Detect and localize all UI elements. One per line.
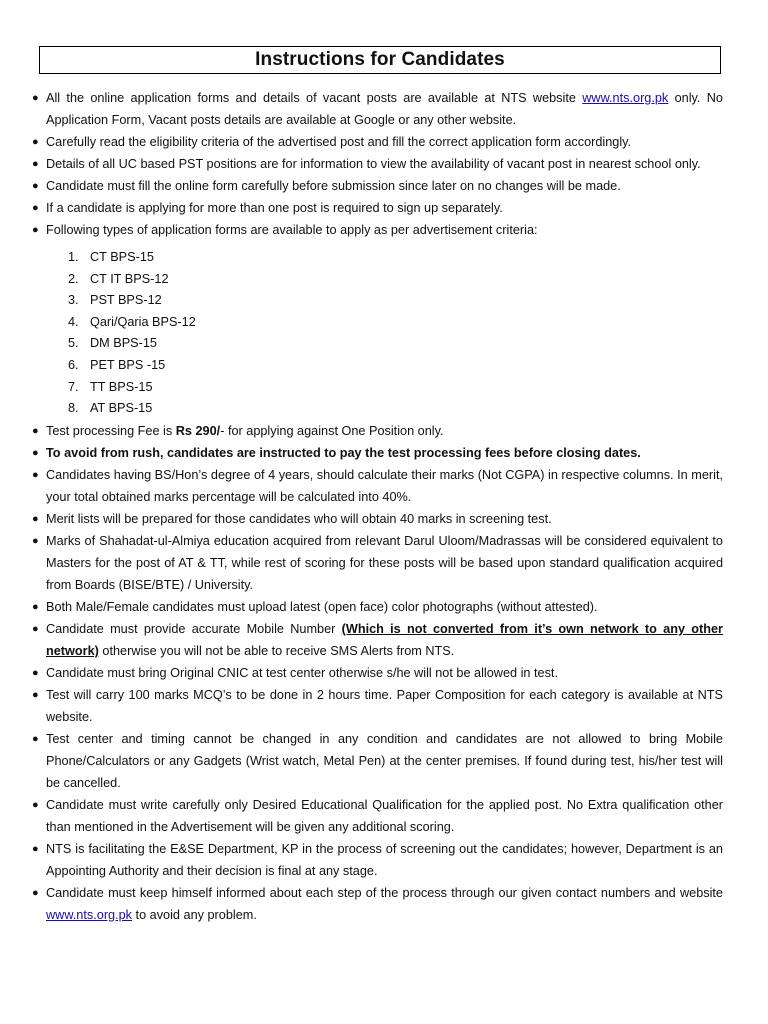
item-text: Marks of Shahadat-ul-Almiya education acquired from relevant Darul Uloom/Madrassas will be considered equivalent to Masters for the post of AT & TT, while rest of scoring for these posts will be based upon standard qualification acquired from Boards (BISE/BTE) / University. [46,533,723,592]
post-type-item [68,355,723,377]
bullet-icon: ● [32,446,39,459]
list-item [30,197,723,219]
bullet-icon: ● [32,180,39,192]
post-type-item [68,398,723,420]
item-text: Candidate must fill the online form carefully before submission since later on no changes will be made. [46,179,621,193]
bullet-icon: ● [32,600,39,613]
item-text: All the online application forms and details of vacant posts are available at NTS website [46,91,583,105]
list-item [30,684,723,728]
page-title: Instructions for Candidates [39,46,721,74]
bullet-icon: ● [32,424,39,437]
bullet-icon: ● [32,798,39,811]
list-item [30,87,723,131]
item-text: Candidates having BS/Hon’s degree of 4 years, should calculate their marks (Not CGPA) in respective columns. In merit, your total obtained marks percentage will be calculated into 40%. [46,467,723,504]
bullet-icon: ● [32,534,39,547]
item-text: Candidate must provide accurate Mobile Number [46,621,342,636]
nts-website-link[interactable]: www.nts.org.pk [46,907,133,922]
bullet-icon: ● [32,886,39,899]
bullet-icon: ● [32,158,39,170]
bullet-icon: ● [32,688,39,701]
item-number: 3. [68,293,79,308]
item-text: Merit lists will be prepared for those candidates who will obtain 40 marks in screening test. [46,511,552,526]
post-type-item [68,312,723,334]
item-text: Both Male/Female candidates must upload latest (open face) color photographs (without attested). [46,599,598,614]
post-type-label: TT BPS-15 [90,379,153,394]
bullet-icon: ● [32,666,39,679]
list-item [30,530,723,596]
list-item [30,219,723,241]
item-text: Candidate must keep himself informed about each step of the process through our given contact numbers and website [46,885,723,900]
list-item [30,175,723,197]
item-number: 5. [68,336,79,351]
bullet-icon: ● [32,92,39,104]
item-number: 7. [68,379,79,394]
post-type-label: DM BPS-15 [90,336,157,351]
post-type-label: PST BPS-12 [90,293,162,308]
list-item [30,420,723,442]
bullet-icon: ● [32,224,39,236]
item-text: otherwise you will not be able to receive SMS Alerts from NTS. [98,643,455,658]
item-number: 6. [68,357,79,372]
item-text: NTS is facilitating the E&SE Department, KP in the process of screening out the candidates; however, Department is an Appointing Authority and their decision is final at any stage. [46,841,723,878]
item-number: 8. [68,401,79,416]
post-type-item [68,333,723,355]
list-item [30,728,723,794]
fee-amount: Rs 290/ [175,423,221,438]
list-item [30,662,723,684]
list-item [30,838,723,882]
bullet-icon: ● [32,512,39,525]
item-text: Details of all UC based PST positions are for information to view the availability of vacant post in nearest school only. [46,157,701,171]
item-text: Test center and timing cannot be changed in any condition and candidates are not allowed to bring Mobile Phone/Calculators or any Gadgets (Wrist watch, Metal Pen) at the center premises. If found during test, his/her test will be cancelled. [46,731,723,790]
list-item [30,131,723,153]
post-type-label: AT BPS-15 [90,401,153,416]
post-type-item [68,377,723,399]
post-type-label: PET BPS -15 [90,357,166,372]
item-text: only. No Application Form, Vacant posts details are available at Google or any other website. [46,91,723,127]
list-item [30,508,723,530]
bullet-icon: ● [32,202,39,214]
bullet-icon: ● [32,622,39,635]
post-type-item [68,269,723,291]
item-number: 4. [68,314,79,329]
post-type-item [68,247,723,269]
bullet-icon: ● [32,732,39,745]
list-item [30,442,723,464]
item-text: Carefully read the eligibility criteria of the advertised post and fill the correct application form accordingly. [46,135,632,149]
nts-website-link[interactable]: www.nts.org.pk [582,91,669,105]
post-type-label: Qari/Qaria BPS-12 [90,314,196,329]
list-item [30,794,723,838]
instructions-list-top [30,87,723,241]
item-number: 1. [68,250,79,264]
item-text: If a candidate is applying for more than one post is required to sign up separately. [46,201,503,215]
item-text: Candidate must write carefully only Desired Educational Qualification for the applied post. No Extra qualification other than mentioned in the Advertisement will be given any additional scoring. [46,797,723,834]
list-item [30,596,723,618]
item-number: 2. [68,271,79,286]
list-item [30,882,723,926]
item-text: - for applying against One Position only. [220,423,444,438]
item-text: to avoid any problem. [132,907,257,922]
post-types-list [30,247,723,420]
item-text: Test will carry 100 marks MCQ’s to be done in 2 hours time. Paper Composition for each category is available at NTS website. [46,687,723,724]
bullet-icon: ● [32,842,39,855]
instructions-list-bottom [30,420,723,926]
mobile-network-note: (Which is not converted from it’s own network to any other network) [46,621,723,658]
item-text: Candidate must bring Original CNIC at test center otherwise s/he will not be allowed in test. [46,665,558,680]
bullet-icon: ● [32,468,39,481]
post-type-item [68,290,723,312]
item-text: Following types of application forms are available to apply as per advertisement criteria: [46,223,538,237]
list-item [30,618,723,662]
list-item [30,153,723,175]
post-type-label: CT IT BPS-12 [90,271,169,286]
list-item [30,464,723,508]
item-text: To avoid from rush, candidates are instructed to pay the test processing fees before closing dates. [46,445,641,460]
instructions-content [30,87,723,926]
item-text: Test processing Fee is [46,423,176,438]
post-type-label: CT BPS-15 [90,250,154,264]
bullet-icon: ● [32,136,39,148]
